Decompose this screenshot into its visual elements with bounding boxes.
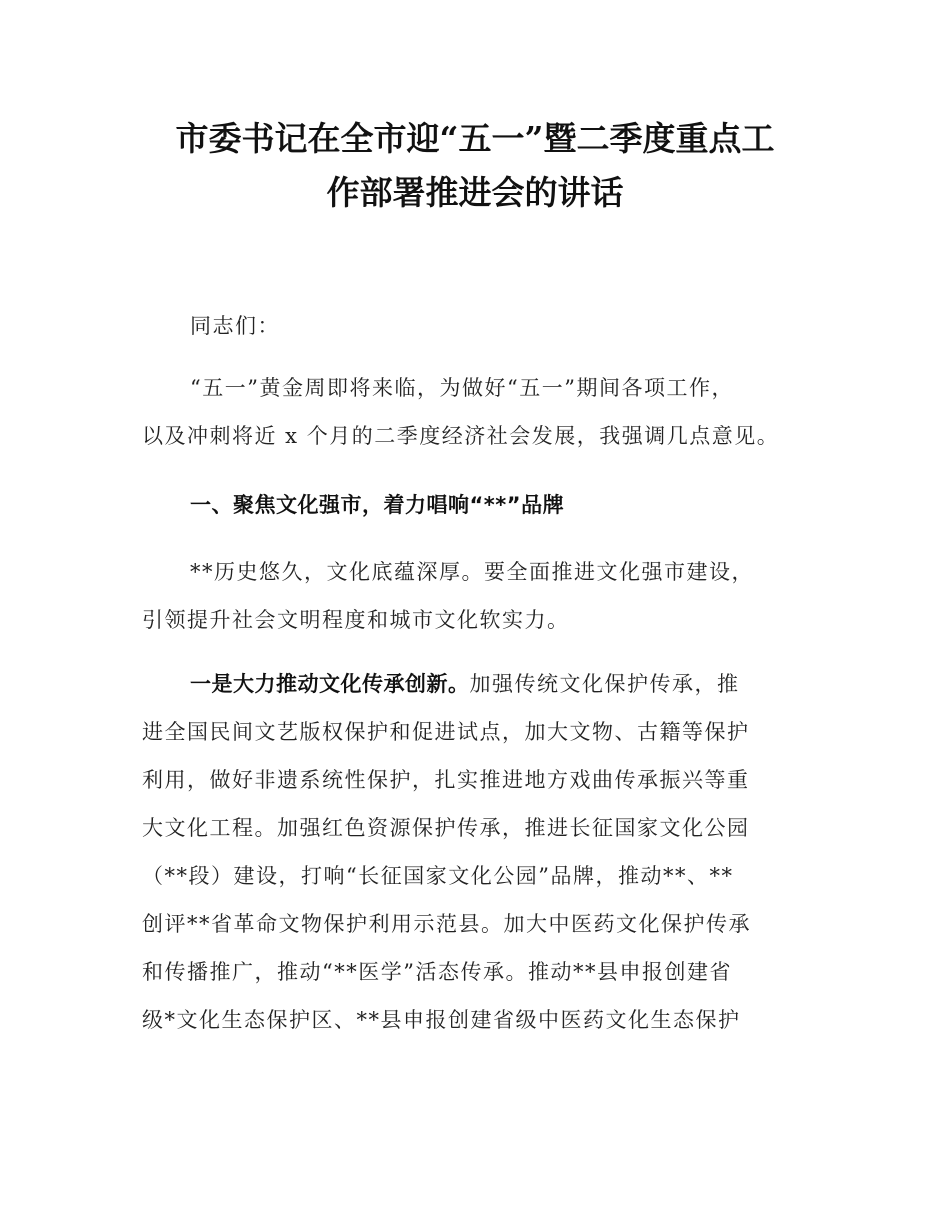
section-1-paragraph-2 bbox=[142, 660, 822, 1044]
paragraph-line-2: 进全国民间文艺版权保护和促进试点，加大文物、古籍等保护 bbox=[142, 720, 750, 744]
section-1-paragraph-1 bbox=[142, 548, 822, 644]
paragraph-line-5: （**段）建设，打响“长征国家文化公园”品牌，推动**、** bbox=[142, 864, 734, 888]
paragraph-line-8: 级*文化生态保护区、**县申报创建省级中医药文化生态保护 bbox=[142, 1008, 741, 1032]
paragraph-line-2: 引领提升社会文明程度和城市文化软实力。 bbox=[142, 608, 570, 632]
paragraph-line-4: 大文化工程。加强红色资源保护传承，推进长征国家文化公园 bbox=[142, 816, 750, 840]
intro-line-2: 以及冲刺将近 x 个月的二季度经济社会发展，我强调几点意见。 bbox=[142, 424, 780, 448]
document-title bbox=[100, 112, 850, 220]
section-heading-text: 一、聚焦文化强市，着力唱响“**”品牌 bbox=[190, 493, 565, 517]
title-line-2: 作部署推进会的讲话 bbox=[326, 173, 624, 212]
paragraph-line-1: **历史悠久，文化底蕴深厚。要全面推进文化强市建设， bbox=[190, 560, 754, 584]
paragraph-line-1 bbox=[142, 660, 822, 708]
paragraph-line-7: 和传播推广，推动“**医学”活态传承。推动**县申报创建省 bbox=[142, 960, 732, 984]
paragraph-line-1-rest: 加强传统文化保护传承，推 bbox=[469, 672, 740, 696]
title-line-1: 市委书记在全市迎“五一”暨二季度重点工 bbox=[175, 119, 775, 158]
section-1-heading bbox=[142, 481, 822, 529]
intro-line-1: “五一”黄金周即将来临，为做好“五一”期间各项工作， bbox=[190, 376, 734, 400]
paragraph-lead-bold: 一是大力推动文化传承创新。 bbox=[190, 672, 470, 696]
paragraph-line-6: 创评**省革命文物保护利用示范县。加大中医药文化保护传承 bbox=[142, 912, 751, 936]
paragraph-line-3: 利用，做好非遗系统性保护，扎实推进地方戏曲传承振兴等重 bbox=[142, 768, 750, 792]
intro-paragraph bbox=[142, 364, 822, 460]
salutation-line: 同志们： bbox=[190, 314, 280, 338]
salutation bbox=[142, 302, 822, 350]
